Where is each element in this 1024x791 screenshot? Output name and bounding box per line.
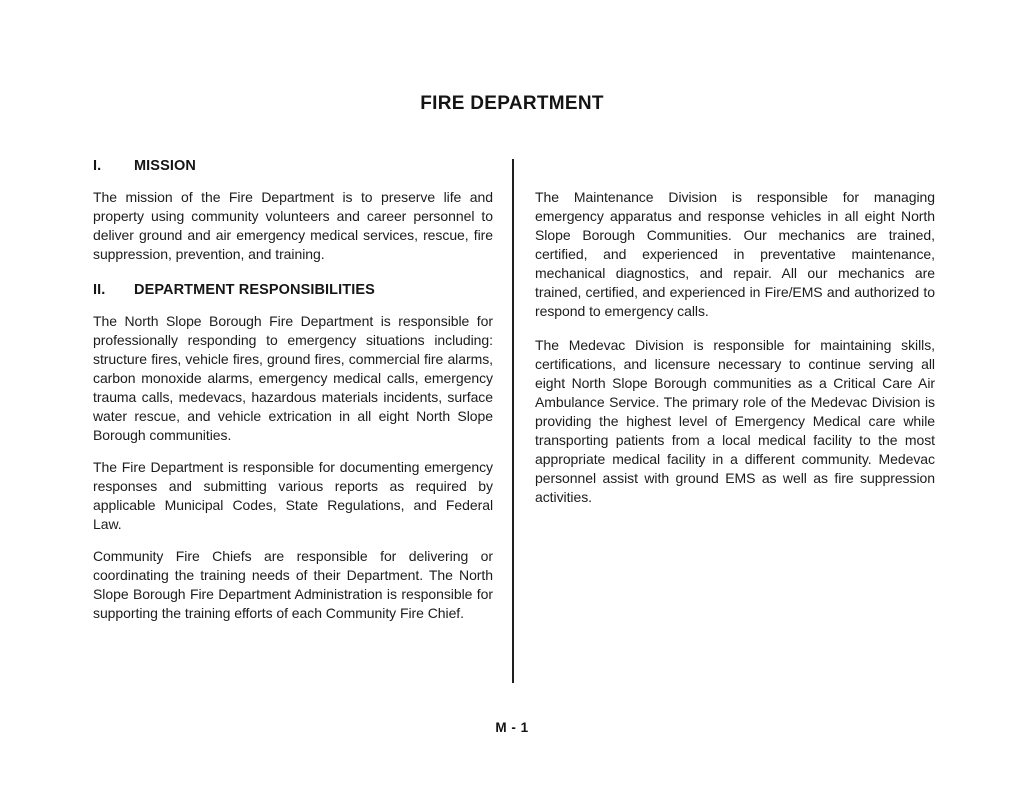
page-title: FIRE DEPARTMENT	[420, 93, 604, 114]
medevac-division-paragraph: The Medevac Division is responsible for maintaining skills, certifications, and licensure necessary to continue serving all eight North Slope Borough communities as a Critical Care Air Ambulance Service. The primary role of the Medevac Division is providing the highest level of Emergency Medical care while transporting patients from a local medical facility to the most appropriate medical facility in a different community. Medevac personnel assist with ground EMS as well as fire suppression activities.	[535, 337, 935, 505]
reporting-paragraph: The Fire Department is responsible for documenting emergency responses and submitting various reports as required by applicable Municipal Codes, State Regulations, and Federal Law.	[93, 459, 493, 532]
section-number: II.	[93, 282, 106, 298]
page-number: M - 1	[495, 720, 529, 735]
section-number: I.	[93, 158, 102, 174]
responsibilities-paragraph: The North Slope Borough Fire Department is responsible for professionally responding to emergency situations including: structure fires, vehicle fires, ground fires, commercial fire alarms, carbon monoxide alarms, emergency medical calls, emergency trauma calls, medevacs, hazardous materials incidents, surface water rescue, and vehicle extrication in all eight North Slope Borough communities.	[93, 313, 493, 443]
section-heading-responsibilities	[93, 283, 493, 298]
mission-paragraph: The mission of the Fire Department is to preserve life and property using community volunteers and career personnel to deliver ground and air emergency medical services, rescue, fire suppression, prevention, and training.	[93, 189, 493, 262]
right-column	[535, 159, 935, 522]
fire-chiefs-paragraph: Community Fire Chiefs are responsible for delivering or coordinating the training needs of their Department. The North Slope Borough Fire Department Administration is responsible for supporting the training efforts of each Community Fire Chief.	[93, 548, 493, 621]
section-title: DEPARTMENT RESPONSIBILITIES	[134, 282, 375, 298]
left-column	[93, 159, 493, 636]
maintenance-division-paragraph: The Maintenance Division is responsible for managing emergency apparatus and response vehicles in all eight North Slope Borough Communities. Our mechanics are trained, certified, and experienced in preventative maintenance, mechanical diagnostics, and repair. All our mechanics are trained, certified, and experienced in Fire/EMS and authorized to respond to emergency calls.	[535, 189, 935, 319]
section-heading-mission	[93, 159, 493, 174]
two-column-layout	[93, 159, 935, 683]
column-divider	[512, 159, 514, 683]
section-title: MISSION	[134, 158, 196, 174]
